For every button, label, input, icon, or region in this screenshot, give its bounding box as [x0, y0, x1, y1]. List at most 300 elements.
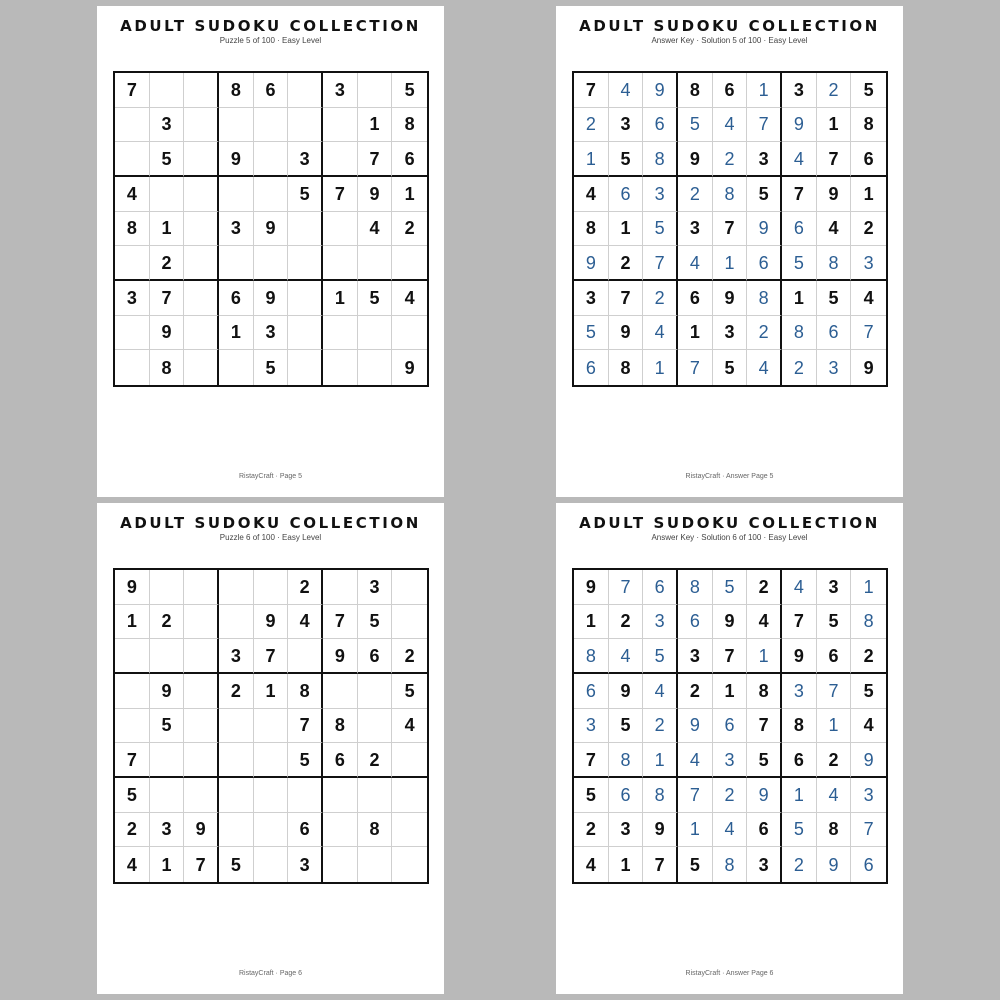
- sudoku-cell: 7: [643, 847, 678, 882]
- sudoku-cell: [323, 350, 358, 385]
- sudoku-cell: [392, 605, 427, 640]
- sudoku-cell: 9: [863, 357, 874, 378]
- sudoku-grid: [113, 568, 429, 884]
- sudoku-cell: 2: [609, 605, 644, 640]
- sudoku-cell: 1: [782, 281, 817, 316]
- sudoku-cell: [323, 813, 358, 848]
- sudoku-cell: 4: [713, 108, 748, 143]
- sudoku-cell: 9: [817, 177, 852, 212]
- sudoku-cell: 2: [747, 316, 782, 351]
- sudoku-cell: [358, 847, 393, 882]
- sudoku-cell: [254, 177, 289, 212]
- sudoku-cell: 8: [817, 246, 852, 281]
- sudoku-cell: [358, 316, 393, 351]
- sudoku-cell: [254, 108, 289, 143]
- sudoku-cell: 5: [817, 605, 852, 640]
- sudoku-cell: 1: [219, 316, 254, 351]
- sudoku-cell: 9: [817, 847, 852, 882]
- sudoku-cell: [392, 246, 427, 281]
- sudoku-cell: 7: [643, 246, 678, 281]
- sudoku-cell: 6: [609, 778, 644, 813]
- sudoku-cell: 3: [609, 813, 644, 848]
- sudoku-cell: 2: [392, 639, 427, 674]
- sudoku-cell: 3: [851, 778, 886, 813]
- sudoku-cell: [219, 108, 254, 143]
- sudoku-cell: 6: [643, 570, 678, 605]
- sudoku-cell: 5: [574, 316, 609, 351]
- sudoku-grid: [572, 568, 888, 884]
- sudoku-cell: 3: [643, 605, 678, 640]
- sudoku-cell: 2: [851, 212, 886, 247]
- sudoku-cell: [358, 350, 393, 385]
- sudoku-cell: 9: [643, 813, 678, 848]
- sudoku-cell: 2: [609, 246, 644, 281]
- sudoku-cell: 9: [404, 357, 415, 378]
- sudoku-cell: [288, 212, 323, 247]
- sudoku-cell: 3: [574, 281, 609, 316]
- sudoku-cell: 5: [392, 73, 427, 108]
- sudoku-cell: 3: [817, 350, 852, 385]
- sudoku-cell: 6: [574, 674, 609, 709]
- sudoku-cell: [184, 316, 219, 351]
- sudoku-cell: [323, 212, 358, 247]
- sudoku-cell: 8: [115, 212, 150, 247]
- sudoku-cell: 7: [288, 709, 323, 744]
- sudoku-cell: [219, 246, 254, 281]
- sudoku-cell: 1: [747, 639, 782, 674]
- sudoku-cell: [392, 743, 427, 778]
- sudoku-cell: [392, 778, 427, 813]
- sudoku-cell: 9: [678, 709, 713, 744]
- sudoku-cell: [219, 709, 254, 744]
- sudoku-cell: 3: [219, 212, 254, 247]
- sudoku-cell: [323, 108, 358, 143]
- sudoku-cell: 7: [574, 743, 609, 778]
- sudoku-cell: [288, 350, 323, 385]
- sudoku-cell: [184, 108, 219, 143]
- answer-page-6: [556, 503, 903, 994]
- sudoku-cell: 3: [782, 73, 817, 108]
- sudoku-cell: 8: [392, 108, 427, 143]
- sudoku-cell: 1: [574, 142, 609, 177]
- puzzle-page-6: [97, 503, 444, 994]
- sudoku-cell: 5: [150, 142, 185, 177]
- sudoku-cell: 4: [782, 570, 817, 605]
- sudoku-cell: 3: [358, 570, 393, 605]
- sudoku-cell: [219, 350, 254, 385]
- sudoku-cell: [115, 350, 150, 385]
- sudoku-cell: 3: [747, 142, 782, 177]
- sudoku-cell: 6: [747, 813, 782, 848]
- sudoku-cell: [392, 847, 427, 882]
- sudoku-cell: 6: [863, 854, 874, 875]
- sudoku-cell: 3: [150, 108, 185, 143]
- sudoku-cell: 7: [609, 281, 644, 316]
- sudoku-cell: 1: [643, 743, 678, 778]
- page-subtitle: Puzzle 5 of 100 · Easy Level: [219, 36, 322, 45]
- sudoku-cell: [254, 570, 289, 605]
- sudoku-cell: 9: [254, 281, 289, 316]
- puzzle-page-5: [97, 6, 444, 497]
- sudoku-cell: 2: [678, 674, 713, 709]
- sudoku-cell: 8: [358, 813, 393, 848]
- sudoku-cell: 4: [747, 350, 782, 385]
- sudoku-cell: 5: [358, 281, 393, 316]
- sudoku-cell: 5: [713, 570, 748, 605]
- sudoku-cell: [150, 778, 185, 813]
- sudoku-cell: 2: [150, 246, 185, 281]
- sudoku-cell: 5: [747, 743, 782, 778]
- sudoku-cell: [288, 281, 323, 316]
- page-title: ADULT SUDOKU COLLECTION: [120, 514, 421, 532]
- sudoku-cell: 3: [678, 639, 713, 674]
- sudoku-cell: [150, 570, 185, 605]
- sudoku-cell: [115, 108, 150, 143]
- sudoku-cell: 2: [392, 212, 427, 247]
- sudoku-cell: 5: [747, 177, 782, 212]
- sudoku-cell: [184, 570, 219, 605]
- sudoku-cell: 2: [747, 570, 782, 605]
- sudoku-cell: 2: [713, 778, 748, 813]
- sudoku-cell: 8: [288, 674, 323, 709]
- sudoku-cell: 5: [609, 709, 644, 744]
- sudoku-cell: 2: [115, 813, 150, 848]
- sudoku-cell: [184, 350, 219, 385]
- sudoku-cell: 8: [574, 212, 609, 247]
- sudoku-cell: [323, 246, 358, 281]
- sudoku-cell: 8: [713, 177, 748, 212]
- sudoku-cell: [392, 316, 427, 351]
- sudoku-cell: 3: [782, 674, 817, 709]
- sudoku-cell: [358, 674, 393, 709]
- sudoku-cell: 4: [713, 813, 748, 848]
- sudoku-cell: 1: [254, 674, 289, 709]
- sudoku-cell: 5: [115, 778, 150, 813]
- sudoku-cell: 9: [574, 570, 609, 605]
- sudoku-cell: 1: [817, 709, 852, 744]
- sudoku-cell: 8: [678, 73, 713, 108]
- sudoku-cell: [288, 778, 323, 813]
- sudoku-cell: [254, 142, 289, 177]
- sudoku-cell: 1: [115, 605, 150, 640]
- sudoku-cell: [115, 246, 150, 281]
- sudoku-cell: 4: [817, 212, 852, 247]
- page-footer: RistayCraft · Answer Page 5: [685, 473, 774, 480]
- sudoku-cell: 2: [678, 177, 713, 212]
- sudoku-cell: 3: [150, 813, 185, 848]
- sudoku-cell: 1: [851, 570, 886, 605]
- sudoku-cell: [184, 281, 219, 316]
- sudoku-cell: 7: [817, 674, 852, 709]
- sudoku-cell: 8: [219, 73, 254, 108]
- sudoku-grid: [572, 71, 888, 387]
- sudoku-cell: 9: [254, 605, 289, 640]
- sudoku-cell: 4: [574, 177, 609, 212]
- sudoku-cell: 6: [782, 212, 817, 247]
- sudoku-cell: 9: [609, 316, 644, 351]
- sudoku-cell: 1: [713, 674, 748, 709]
- sudoku-cell: [184, 778, 219, 813]
- sudoku-cell: 4: [392, 709, 427, 744]
- sudoku-cell: 8: [323, 709, 358, 744]
- sudoku-cell: [150, 177, 185, 212]
- sudoku-cell: 9: [609, 674, 644, 709]
- sudoku-cell: 9: [713, 605, 748, 640]
- sudoku-cell: 2: [358, 743, 393, 778]
- sudoku-cell: 6: [817, 316, 852, 351]
- sudoku-cell: 9: [678, 142, 713, 177]
- sudoku-cell: 4: [643, 674, 678, 709]
- sudoku-cell: 4: [609, 73, 644, 108]
- sudoku-cell: 4: [678, 246, 713, 281]
- sudoku-cell: [184, 177, 219, 212]
- sudoku-cell: 7: [713, 212, 748, 247]
- sudoku-cell: 8: [678, 570, 713, 605]
- sudoku-cell: 7: [713, 639, 748, 674]
- sudoku-cell: [115, 709, 150, 744]
- sudoku-cell: 5: [678, 847, 713, 882]
- sudoku-cell: 1: [643, 350, 678, 385]
- sudoku-cell: 9: [782, 639, 817, 674]
- sudoku-cell: 3: [851, 246, 886, 281]
- sudoku-cell: [115, 316, 150, 351]
- sudoku-cell: 9: [643, 73, 678, 108]
- sudoku-cell: 4: [643, 316, 678, 351]
- sudoku-cell: [219, 743, 254, 778]
- sudoku-cell: 6: [747, 246, 782, 281]
- sudoku-cell: 7: [747, 709, 782, 744]
- sudoku-cell: 9: [713, 281, 748, 316]
- sudoku-cell: 7: [678, 778, 713, 813]
- sudoku-cell: 9: [851, 743, 886, 778]
- sudoku-cell: 1: [851, 177, 886, 212]
- sudoku-cell: 2: [574, 108, 609, 143]
- sudoku-cell: [254, 813, 289, 848]
- sudoku-cell: 8: [817, 813, 852, 848]
- sudoku-cell: [254, 847, 289, 882]
- sudoku-cell: 3: [678, 212, 713, 247]
- sudoku-cell: 9: [150, 316, 185, 351]
- sudoku-cell: 2: [219, 674, 254, 709]
- sudoku-cell: 4: [851, 709, 886, 744]
- sudoku-cell: [323, 570, 358, 605]
- sudoku-cell: 3: [254, 316, 289, 351]
- sudoku-cell: 5: [288, 177, 323, 212]
- sudoku-cell: 7: [782, 605, 817, 640]
- sudoku-cell: [358, 246, 393, 281]
- sudoku-cell: 8: [609, 743, 644, 778]
- sudoku-cell: [150, 639, 185, 674]
- sudoku-cell: [184, 605, 219, 640]
- sudoku-cell: [323, 142, 358, 177]
- sudoku-cell: [219, 605, 254, 640]
- sudoku-cell: [184, 142, 219, 177]
- sudoku-cell: 7: [678, 350, 713, 385]
- sudoku-cell: [184, 743, 219, 778]
- page-title: ADULT SUDOKU COLLECTION: [579, 17, 880, 35]
- sudoku-cell: 7: [115, 743, 150, 778]
- page-subtitle: Puzzle 6 of 100 · Easy Level: [219, 533, 322, 542]
- sudoku-cell: 5: [643, 639, 678, 674]
- sudoku-cell: 6: [392, 142, 427, 177]
- sudoku-cell: 3: [288, 847, 323, 882]
- sudoku-cell: 6: [782, 743, 817, 778]
- sudoku-cell: 3: [323, 73, 358, 108]
- sudoku-cell: 7: [747, 108, 782, 143]
- sudoku-cell: 8: [713, 847, 748, 882]
- sudoku-cell: 5: [574, 778, 609, 813]
- sudoku-cell: 4: [574, 847, 609, 882]
- sudoku-cell: 6: [574, 350, 609, 385]
- sudoku-cell: 5: [150, 709, 185, 744]
- sudoku-cell: 7: [150, 281, 185, 316]
- sudoku-cell: [288, 246, 323, 281]
- sudoku-cell: 1: [678, 813, 713, 848]
- sudoku-cell: 4: [851, 281, 886, 316]
- sudoku-cell: [392, 570, 427, 605]
- sudoku-cell: 3: [747, 847, 782, 882]
- sudoku-cell: 3: [643, 177, 678, 212]
- sudoku-cell: [184, 709, 219, 744]
- sudoku-grid: [113, 71, 429, 387]
- sudoku-cell: 6: [358, 639, 393, 674]
- sudoku-cell: 6: [713, 709, 748, 744]
- sudoku-cell: 3: [817, 570, 852, 605]
- sudoku-cell: 9: [323, 639, 358, 674]
- sudoku-cell: 2: [643, 281, 678, 316]
- sudoku-cell: 8: [643, 142, 678, 177]
- sudoku-cell: 5: [609, 142, 644, 177]
- sudoku-cell: [219, 778, 254, 813]
- page-footer: RistayCraft · Answer Page 6: [685, 970, 774, 977]
- sudoku-cell: 6: [288, 813, 323, 848]
- sudoku-cell: 4: [392, 281, 427, 316]
- sudoku-cell: 1: [782, 778, 817, 813]
- sudoku-cell: 6: [323, 743, 358, 778]
- sudoku-cell: 6: [609, 177, 644, 212]
- sudoku-cell: 1: [747, 73, 782, 108]
- sudoku-cell: 4: [358, 212, 393, 247]
- sudoku-cell: 3: [713, 743, 748, 778]
- sudoku-cell: 9: [747, 212, 782, 247]
- sudoku-cell: 5: [358, 605, 393, 640]
- sudoku-cell: 3: [574, 709, 609, 744]
- sudoku-cell: 4: [678, 743, 713, 778]
- sudoku-cell: 2: [288, 570, 323, 605]
- sudoku-cell: [115, 674, 150, 709]
- sudoku-cell: [358, 709, 393, 744]
- sudoku-cell: 9: [747, 778, 782, 813]
- page-subtitle: Answer Key · Solution 6 of 100 · Easy Level: [651, 533, 808, 542]
- sudoku-cell: [150, 743, 185, 778]
- sudoku-cell: 9: [358, 177, 393, 212]
- sudoku-cell: 9: [782, 108, 817, 143]
- sudoku-cell: 7: [817, 142, 852, 177]
- sudoku-cell: 2: [851, 639, 886, 674]
- sudoku-cell: [184, 212, 219, 247]
- sudoku-cell: 6: [678, 605, 713, 640]
- sudoku-cell: 1: [392, 177, 427, 212]
- sudoku-cell: 3: [115, 281, 150, 316]
- sudoku-cell: 1: [150, 212, 185, 247]
- sudoku-cell: 8: [851, 108, 886, 143]
- sudoku-cell: 8: [782, 709, 817, 744]
- sudoku-cell: 7: [323, 177, 358, 212]
- answer-page-5: [556, 6, 903, 497]
- sudoku-cell: [254, 246, 289, 281]
- sudoku-cell: [288, 73, 323, 108]
- sudoku-cell: 8: [574, 639, 609, 674]
- sudoku-cell: [184, 674, 219, 709]
- sudoku-cell: 6: [817, 639, 852, 674]
- sudoku-cell: [184, 73, 219, 108]
- sudoku-cell: 3: [609, 108, 644, 143]
- sudoku-cell: [254, 709, 289, 744]
- sudoku-cell: 9: [574, 246, 609, 281]
- sudoku-cell: 5: [219, 847, 254, 882]
- sudoku-cell: 4: [609, 639, 644, 674]
- sudoku-cell: 2: [782, 350, 817, 385]
- sudoku-cell: 8: [747, 281, 782, 316]
- sudoku-cell: 7: [358, 142, 393, 177]
- sudoku-cell: 8: [643, 778, 678, 813]
- sudoku-cell: 7: [782, 177, 817, 212]
- sudoku-cell: [323, 316, 358, 351]
- sudoku-cell: 5: [817, 281, 852, 316]
- sudoku-cell: 5: [288, 743, 323, 778]
- sudoku-cell: 8: [851, 605, 886, 640]
- sudoku-cell: 1: [713, 246, 748, 281]
- sudoku-cell: 1: [150, 847, 185, 882]
- sudoku-cell: [254, 743, 289, 778]
- sudoku-cell: [150, 73, 185, 108]
- sudoku-cell: 2: [817, 73, 852, 108]
- sudoku-cell: [323, 847, 358, 882]
- sudoku-cell: 6: [643, 108, 678, 143]
- sudoku-cell: 6: [254, 73, 289, 108]
- sudoku-cell: 8: [150, 350, 185, 385]
- sudoku-cell: 9: [115, 570, 150, 605]
- sudoku-cell: [288, 639, 323, 674]
- sudoku-cell: 2: [150, 605, 185, 640]
- sudoku-cell: 7: [574, 73, 609, 108]
- sudoku-cell: 5: [851, 674, 886, 709]
- sudoku-cell: 1: [678, 316, 713, 351]
- sudoku-cell: 7: [184, 847, 219, 882]
- page-footer: RistayCraft · Page 6: [238, 970, 303, 977]
- sudoku-cell: 1: [817, 108, 852, 143]
- sudoku-cell: 9: [150, 674, 185, 709]
- sudoku-cell: 5: [713, 350, 748, 385]
- sudoku-cell: 3: [219, 639, 254, 674]
- sudoku-cell: [115, 142, 150, 177]
- sudoku-cell: 1: [323, 281, 358, 316]
- sudoku-cell: 4: [817, 778, 852, 813]
- sudoku-cell: [323, 674, 358, 709]
- sudoku-cell: 5: [254, 350, 289, 385]
- page-title: ADULT SUDOKU COLLECTION: [120, 17, 421, 35]
- sudoku-cell: [323, 778, 358, 813]
- sudoku-cell: [184, 246, 219, 281]
- sudoku-cell: 6: [851, 142, 886, 177]
- sudoku-cell: 7: [115, 73, 150, 108]
- sudoku-cell: [358, 778, 393, 813]
- sudoku-cell: 9: [184, 813, 219, 848]
- sudoku-cell: 7: [323, 605, 358, 640]
- page-subtitle: Answer Key · Solution 5 of 100 · Easy Level: [651, 36, 808, 45]
- sudoku-cell: 1: [574, 605, 609, 640]
- sudoku-cell: 7: [851, 813, 886, 848]
